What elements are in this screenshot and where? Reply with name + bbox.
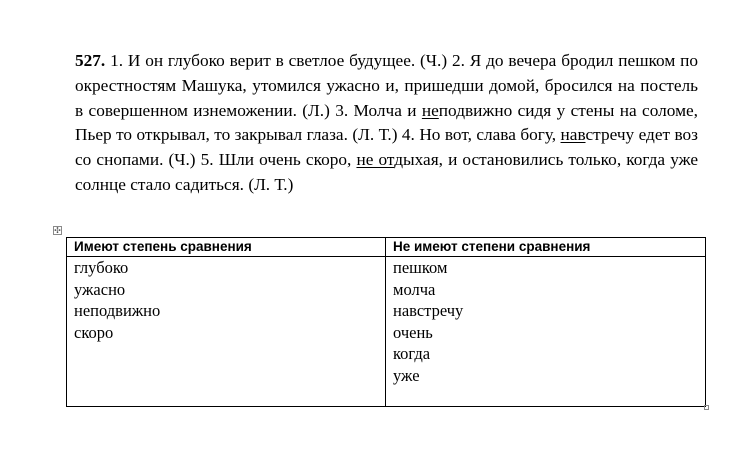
- seg-5-underlined: не от: [356, 150, 395, 170]
- col1-item: глубоко: [74, 258, 129, 277]
- seg-2: подвижно сидя у стены на соломе, Пьер то открывал, то закрывал глаза. (Л. Т.) 4. Но вот, слава богу,: [75, 100, 699, 145]
- exercise-paragraph: [75, 49, 698, 198]
- col2-cell: [386, 257, 706, 407]
- seg-1-underlined: не: [421, 100, 439, 120]
- col2-item: молча: [393, 279, 436, 299]
- seg-3-underlined: нав: [560, 125, 586, 145]
- col2-header: Не имеют степени сравнения: [386, 238, 706, 257]
- table-header-row: [67, 238, 706, 257]
- col1-cell: [67, 257, 386, 407]
- table-move-handle-icon[interactable]: ✣: [54, 226, 61, 235]
- seg-6: дыхая, и остановились только, когда уже солнце стало садиться. (Л. Т.): [75, 150, 698, 194]
- seg-4: стречу едет воз со снопами. (Ч.) 5. Шли очень скоро,: [75, 125, 698, 170]
- col1-item: неподвижно: [74, 301, 161, 320]
- col1-item: скоро: [74, 322, 114, 342]
- col2-item: навстречу: [393, 301, 464, 320]
- seg-0: 1. И он глубоко верит в светлое будущее. (Ч.) 2. Я до вечера бродил пешком по окрестностям Машука, утомился ужасно и, пришедши домой, бросился на постель в совершенном изнеможении. (Л.) 3. Молча и: [75, 51, 698, 120]
- col1-header: Имеют степень сравнения: [67, 238, 386, 257]
- col2-item: пешком: [393, 258, 448, 277]
- col2-item: очень: [393, 322, 433, 342]
- comparison-table: [66, 237, 706, 407]
- exercise-number: 527.: [75, 51, 106, 70]
- col2-item: когда: [393, 344, 431, 363]
- col1-item: ужасно: [74, 279, 126, 299]
- table-body-row: [67, 257, 706, 407]
- col2-item: уже: [393, 365, 420, 385]
- table-resize-handle-icon[interactable]: [704, 405, 709, 410]
